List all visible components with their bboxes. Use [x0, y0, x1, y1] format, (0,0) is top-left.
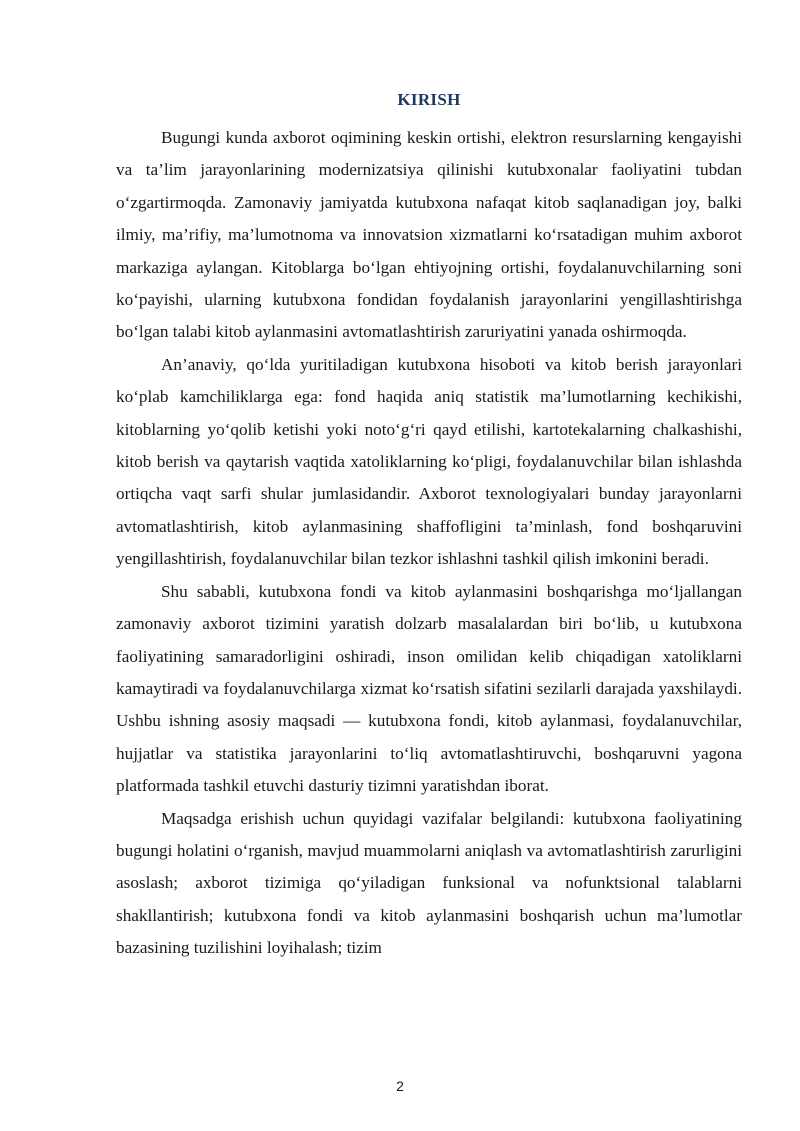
paragraph-3: Shu sababli, kutubxona fondi va kitob aylanmasini boshqarishga mo‘ljallangan zamonaviy axborot tizimini yaratish dolzarb masalalardan biri bo‘lib, u kutubxona faoliyatining samaradorligini oshiradi, inson omilidan kelib chiqadigan xatoliklarni kamaytiradi va foydalanuvchilarga xizmat ko‘rsatish sifatini sezilarli darajada yaxshilaydi. Ushbu ishning asosiy maqsadi — kutubxona fondi, kitob aylanmasi, foydalanuvchilar, hujjatlar va statistika jarayonlarini to‘liq avtomatlashtiruvchi, boshqaruvni yagona platformada tashkil etuvchi dasturiy tizimni yaratishdan iborat. — [116, 581, 742, 796]
section-heading: KIRISH — [397, 90, 461, 109]
paragraph-1: Bugungi kunda axborot oqimining keskin ortishi, elektron resurslarning kengayishi va ta’lim jarayonlarining modernizatsiya qilinishi kutubxonalar faoliyatini tubdan o‘zgartirmoqda. Zamonaviy jamiyatda kutubxona nafaqat kitob saqlanadigan joy, balki ilmiy, ma’rifiy, ma’lumotnoma va innovatsion xizmatlarni ko‘rsatadigan muhim axborot markaziga aylangan. Kitoblarga bo‘lgan ehtiyojning ortishi, foydalanuvchilarning soni ko‘payishi, ularning kutubxona fondidan foydalanish jarayonlarini yengillashtirishga bo‘lgan talabi kitob aylanmasini avtomatlashtirish zaruriyatini yanada oshirmoqda. — [116, 128, 742, 342]
paragraph-4: Maqsadga erishish uchun quyidagi vazifalar belgilandi: kutubxona faoliyatining bugungi holatini o‘rganish, mavjud muammolarni aniqlash va avtomatlashtirish zarurligini asoslash; axborot tizimiga qo‘yiladigan funksional va nofunktsional talablarni shakllantirish; kutubxona fondi va kitob aylanmasini boshqarish uchun ma’lumotlar bazasining tuzilishini loyihalash; tizim — [116, 808, 742, 958]
paragraph-2: An’anaviy, qo‘lda yuritiladigan kutubxona hisoboti va kitob berish jarayonlari ko‘plab kamchiliklarga ega: fond haqida aniq statistik ma’lumotlarning kechikishi, kitoblarning yo‘qolib ketishi yoki noto‘g‘ri qayd etilishi, kartotekalarning chalkashishi, kitob berish va qaytarish vaqtida xatoliklarning ko‘pligi, foydalanuvchilar bilan ishlashda ortiqcha vaqt sarfi shular jumlasidandir. Axborot texnologiyalari bunday jarayonlarni avtomatlashtirish, kitob aylanmasining shaffofligini ta’minlash, fond boshqaruvini yengillashtirish, foydalanuvchilar bilan tezkor ishlashni tashkil qilish imkonini beradi. — [116, 354, 742, 569]
page-number: 2 — [396, 1078, 404, 1094]
document-page — [116, 86, 742, 965]
